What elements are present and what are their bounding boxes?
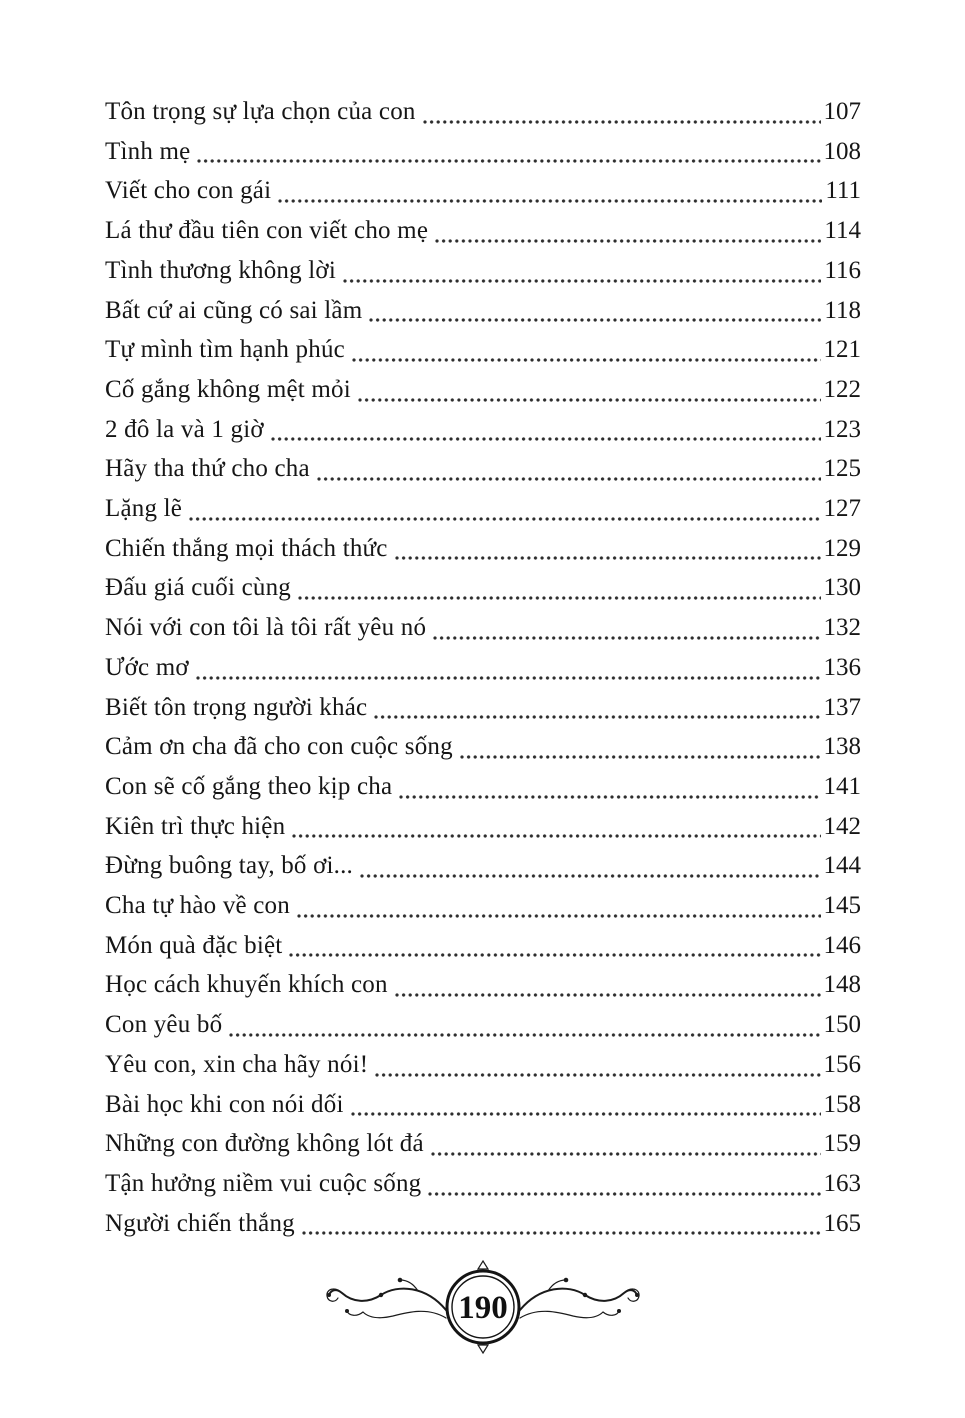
toc-entry-title: Bất cứ ai cũng có sai lầm xyxy=(105,296,363,324)
toc-entry-title: Người chiến thắng xyxy=(105,1209,295,1237)
toc-entry-title: Món quà đặc biệt xyxy=(105,931,283,959)
toc-list xyxy=(105,92,861,1243)
toc-entry-page: 137 xyxy=(823,693,861,721)
toc-entry xyxy=(105,965,861,1005)
toc-entry xyxy=(105,1164,861,1204)
toc-entry-page: 121 xyxy=(823,336,861,364)
toc-entry-title: Hãy tha thứ cho cha xyxy=(105,455,310,483)
toc-entry xyxy=(105,1005,861,1045)
toc-entry xyxy=(105,1204,861,1244)
toc-entry-title: Nói với con tôi là tôi rất yêu nó xyxy=(105,614,427,642)
dot-leader xyxy=(395,529,821,569)
toc-entry-page: 165 xyxy=(823,1209,861,1237)
toc-entry-title: Cố gắng không mệt mỏi xyxy=(105,375,351,403)
dot-leader xyxy=(196,648,821,688)
toc-entry-page: 136 xyxy=(823,653,861,681)
toc-entry-title: Viết cho con gái xyxy=(105,177,272,205)
toc-entry-title: Biết tôn trọng người khác xyxy=(105,693,368,721)
toc-entry-title: Cha tự hào về con xyxy=(105,892,290,920)
toc-entry-page: 123 xyxy=(823,415,861,443)
dot-leader xyxy=(343,251,821,291)
toc-entry-page: 150 xyxy=(823,1011,861,1039)
dot-leader xyxy=(297,886,821,926)
toc-entry xyxy=(105,727,861,767)
dot-leader xyxy=(302,1204,821,1244)
toc-entry xyxy=(105,330,861,370)
toc-entry xyxy=(105,171,861,211)
toc-entry xyxy=(105,449,861,489)
toc-entry-title: Tình mẹ xyxy=(105,137,191,165)
toc-entry-title: Con yêu bố xyxy=(105,1011,223,1039)
dot-leader xyxy=(298,568,821,608)
dot-leader xyxy=(423,92,821,132)
toc-entry-title: Ước mơ xyxy=(105,653,189,681)
toc-entry-title: Tôn trọng sự lựa chọn của con xyxy=(105,98,416,125)
dot-leader xyxy=(352,330,821,370)
dot-leader xyxy=(395,965,821,1005)
toc-entry xyxy=(105,489,861,529)
toc-entry-title: Bài học khi con nói dối xyxy=(105,1090,344,1118)
toc-entry-page: 118 xyxy=(824,296,861,324)
dot-leader xyxy=(189,489,820,529)
toc-entry-page: 116 xyxy=(824,256,861,284)
dot-leader xyxy=(360,846,821,886)
toc-entry-page: 108 xyxy=(823,137,861,165)
toc-entry-title: Con sẽ cố gắng theo kịp cha xyxy=(105,772,393,800)
toc-entry-page: 158 xyxy=(823,1090,861,1118)
toc-entry-page: 145 xyxy=(823,892,861,920)
dot-leader xyxy=(374,688,820,728)
toc-entry xyxy=(105,886,861,926)
toc-entry-title: Lá thư đầu tiên con viết cho mẹ xyxy=(105,217,429,245)
toc-entry xyxy=(105,1124,861,1164)
toc-entry-page: 114 xyxy=(824,217,861,245)
toc-entry xyxy=(105,291,861,331)
toc-entry-title: Đấu giá cuối cùng xyxy=(105,574,291,602)
toc-entry xyxy=(105,370,861,410)
toc-entry-title: Tận hưởng niềm vui cuộc sống xyxy=(105,1169,422,1197)
flourish-left-icon xyxy=(326,1278,445,1318)
toc-entry xyxy=(105,926,861,966)
toc-entry-title: 2 đô la và 1 giờ xyxy=(105,415,264,443)
toc-entry xyxy=(105,767,861,807)
dot-leader xyxy=(375,1045,820,1085)
dot-leader xyxy=(278,171,822,211)
dot-leader xyxy=(317,449,821,489)
dot-leader xyxy=(229,1005,820,1045)
toc-entry xyxy=(105,92,861,132)
toc-entry-page: 125 xyxy=(823,455,861,483)
dot-leader xyxy=(358,370,821,410)
toc-entry-title: Học cách khuyến khích con xyxy=(105,971,388,999)
dot-leader xyxy=(197,132,820,172)
toc-entry-page: 127 xyxy=(823,495,861,523)
toc-entry-title: Những con đường không lót đá xyxy=(105,1130,424,1158)
toc-entry xyxy=(105,846,861,886)
page-footer xyxy=(0,1258,965,1356)
footer-ornament xyxy=(318,1258,648,1356)
toc-entry xyxy=(105,807,861,847)
toc-entry-page: 148 xyxy=(823,971,861,999)
toc-entry xyxy=(105,568,861,608)
toc-entry-page: 146 xyxy=(823,931,861,959)
toc-entry xyxy=(105,211,861,251)
toc-entry-page: 107 xyxy=(823,98,861,125)
toc-entry xyxy=(105,648,861,688)
dot-leader xyxy=(351,1085,821,1125)
dot-leader xyxy=(292,807,820,847)
toc-entry-title: Tình thương không lời xyxy=(105,256,336,284)
dot-leader xyxy=(435,211,821,251)
toc-entry-page: 141 xyxy=(823,772,861,800)
toc-entry-page: 144 xyxy=(823,852,861,880)
toc-entry-title: Yêu con, xin cha hãy nói! xyxy=(105,1050,369,1078)
toc-entry-page: 159 xyxy=(823,1130,861,1158)
toc-entry xyxy=(105,529,861,569)
toc-entry xyxy=(105,132,861,172)
dot-leader xyxy=(431,1124,821,1164)
toc-entry-page: 122 xyxy=(823,375,861,403)
toc-entry-page: 142 xyxy=(823,812,861,840)
dot-leader xyxy=(289,926,820,966)
toc-entry-title: Tự mình tìm hạnh phúc xyxy=(105,336,345,364)
toc-entry-page: 130 xyxy=(823,574,861,602)
toc-entry-title: Cảm ơn cha đã cho con cuộc sống xyxy=(105,733,453,761)
dot-leader xyxy=(428,1164,820,1204)
flourish-right-icon xyxy=(520,1278,639,1318)
toc-entry xyxy=(105,251,861,291)
toc-entry-page: 163 xyxy=(823,1169,861,1197)
toc-entry-page: 156 xyxy=(823,1050,861,1078)
toc-entry xyxy=(105,688,861,728)
dot-leader xyxy=(399,767,820,807)
toc-entry-page: 129 xyxy=(823,534,861,562)
toc-entry xyxy=(105,1085,861,1125)
toc-entry xyxy=(105,410,861,450)
toc-entry-page: 132 xyxy=(823,614,861,642)
toc-entry-page: 111 xyxy=(825,177,861,205)
footer-page-number: 190 xyxy=(457,1290,508,1326)
dot-leader xyxy=(271,410,821,450)
page-number-badge xyxy=(447,1261,519,1353)
toc-entry xyxy=(105,1045,861,1085)
toc-entry-page: 138 xyxy=(823,733,861,761)
dot-leader xyxy=(433,608,820,648)
toc-entry xyxy=(105,608,861,648)
toc-entry-title: Chiến thắng mọi thách thức xyxy=(105,534,388,562)
toc-entry-title: Lặng lẽ xyxy=(105,495,183,523)
dot-leader xyxy=(369,291,821,331)
toc-entry-title: Kiên trì thực hiện xyxy=(105,812,286,840)
dot-leader xyxy=(460,727,821,767)
toc-entry-title: Đừng buông tay, bố ơi... xyxy=(105,852,353,880)
